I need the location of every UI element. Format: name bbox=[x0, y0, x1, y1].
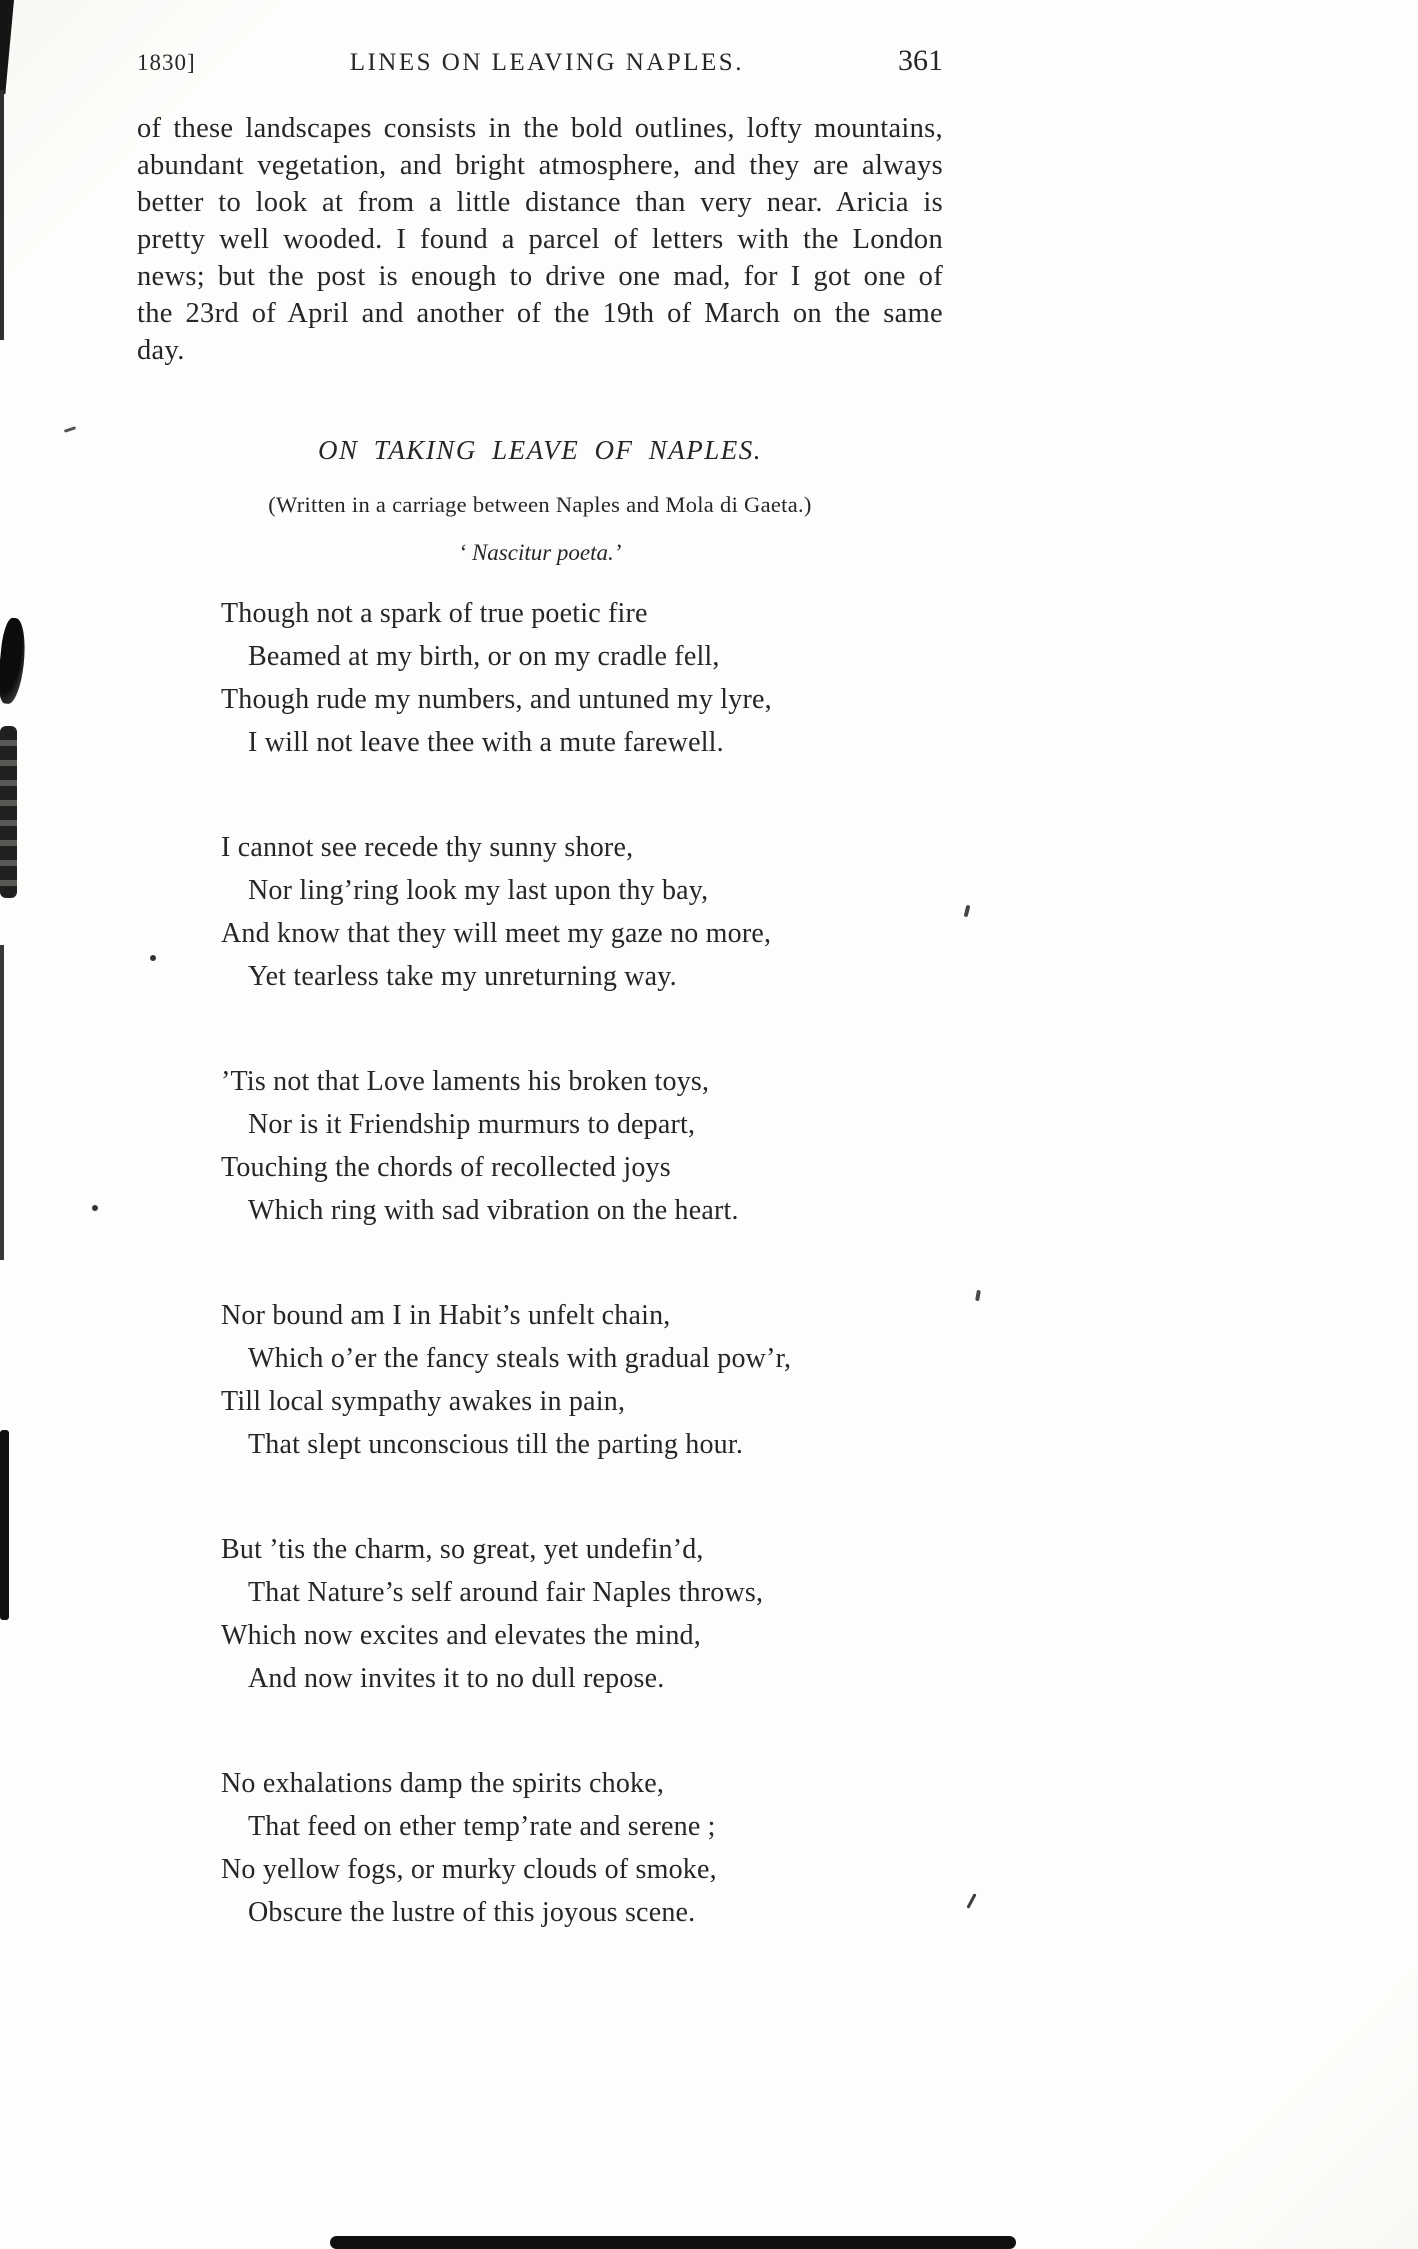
header-year: 1830] bbox=[137, 50, 196, 75]
scan-artifact-mark bbox=[966, 1893, 976, 1909]
poem-stanzas bbox=[137, 592, 943, 1934]
poem-title: ON TAKING LEAVE OF NAPLES. bbox=[318, 435, 762, 465]
scan-artifact-mark bbox=[975, 1290, 981, 1302]
stanza-1 bbox=[221, 592, 943, 764]
scan-artifact-mark bbox=[964, 905, 971, 918]
poem-line: Though rude my numbers, and untuned my lyre, bbox=[221, 684, 772, 715]
poem-line: No yellow fogs, or murky clouds of smoke, bbox=[221, 1854, 717, 1885]
poem-line: That slept unconscious till the parting hour. bbox=[248, 1429, 744, 1460]
page-number: 361 bbox=[898, 44, 943, 77]
poem-section bbox=[137, 435, 943, 1934]
poem-line: Nor ling’ring look my last upon thy bay, bbox=[248, 875, 709, 906]
poem-line: No exhalations damp the spirits choke, bbox=[221, 1768, 665, 1799]
prose-paragraph: of these landscapes consists in the bold outlines, lofty mountains, abundant vegetation, and bright atmosphere, and they are always better to look at from a little distance than very near. Aricia is pretty well wooded. I found a parcel of letters with the London news; but the post is enough to drive one mad, for I got one of the 23rd of April and another of the 19th of March on the same day. bbox=[137, 113, 943, 366]
poem-line: Though not a spark of true poetic fire bbox=[221, 598, 648, 629]
poem-line: Nor is it Friendship murmurs to depart, bbox=[248, 1109, 696, 1140]
poem-line: That Nature’s self around fair Naples throws, bbox=[248, 1577, 764, 1608]
poem-line: That feed on ether temp’rate and serene ; bbox=[248, 1811, 716, 1842]
scan-artifact-ink-blob bbox=[0, 617, 28, 705]
page-header bbox=[137, 44, 943, 78]
scan-artifact-tick bbox=[64, 426, 76, 433]
stanza-2 bbox=[221, 826, 943, 998]
stanza-6 bbox=[221, 1762, 943, 1934]
poem-epigraph: ‘ Nascitur poeta.’ bbox=[458, 540, 622, 565]
poem-line: Till local sympathy awakes in pain, bbox=[221, 1386, 626, 1417]
stanza-4 bbox=[221, 1294, 943, 1466]
poem-line: Which now excites and elevates the mind, bbox=[221, 1620, 701, 1651]
poem-line: Yet tearless take my unreturning way. bbox=[248, 961, 677, 992]
running-title: LINES ON LEAVING NAPLES. bbox=[349, 49, 744, 76]
poem-line: I will not leave thee with a mute farewell. bbox=[248, 727, 724, 758]
scan-artifact-ink-streak bbox=[0, 726, 17, 898]
poem-line: And now invites it to no dull repose. bbox=[248, 1663, 665, 1694]
poem-line: Touching the chords of recollected joys bbox=[221, 1152, 671, 1183]
poem-line: I cannot see recede thy sunny shore, bbox=[221, 832, 634, 863]
stanza-5 bbox=[221, 1528, 943, 1700]
poem-line: Obscure the lustre of this joyous scene. bbox=[248, 1897, 696, 1928]
scan-artifact-spine-bar bbox=[0, 1430, 9, 1620]
poem-line: Which o’er the fancy steals with gradual pow’r, bbox=[248, 1343, 792, 1374]
poem-line: ’Tis not that Love laments his broken toys, bbox=[221, 1066, 710, 1097]
poem-line: Beamed at my birth, or on my cradle fell, bbox=[248, 641, 720, 672]
scan-artifact-spine-top bbox=[0, 0, 14, 94]
stanza-3 bbox=[221, 1060, 943, 1232]
scan-artifact-spine-line bbox=[0, 945, 4, 1260]
scan-artifact-spine-line bbox=[0, 90, 4, 340]
text-column bbox=[137, 44, 943, 1934]
poem-line: But ’tis the charm, so great, yet undefin’d, bbox=[221, 1534, 704, 1565]
poem-line: Nor bound am I in Habit’s unfelt chain, bbox=[221, 1300, 671, 1331]
poem-line: Which ring with sad vibration on the heart. bbox=[248, 1195, 739, 1226]
poem-subtitle: (Written in a carriage between Naples and Mola di Gaeta.) bbox=[268, 492, 812, 517]
scan-artifact-dot bbox=[92, 1205, 98, 1211]
poem-line: And know that they will meet my gaze no more, bbox=[221, 918, 772, 949]
scan-artifact-bottom-bar bbox=[330, 2236, 1016, 2249]
